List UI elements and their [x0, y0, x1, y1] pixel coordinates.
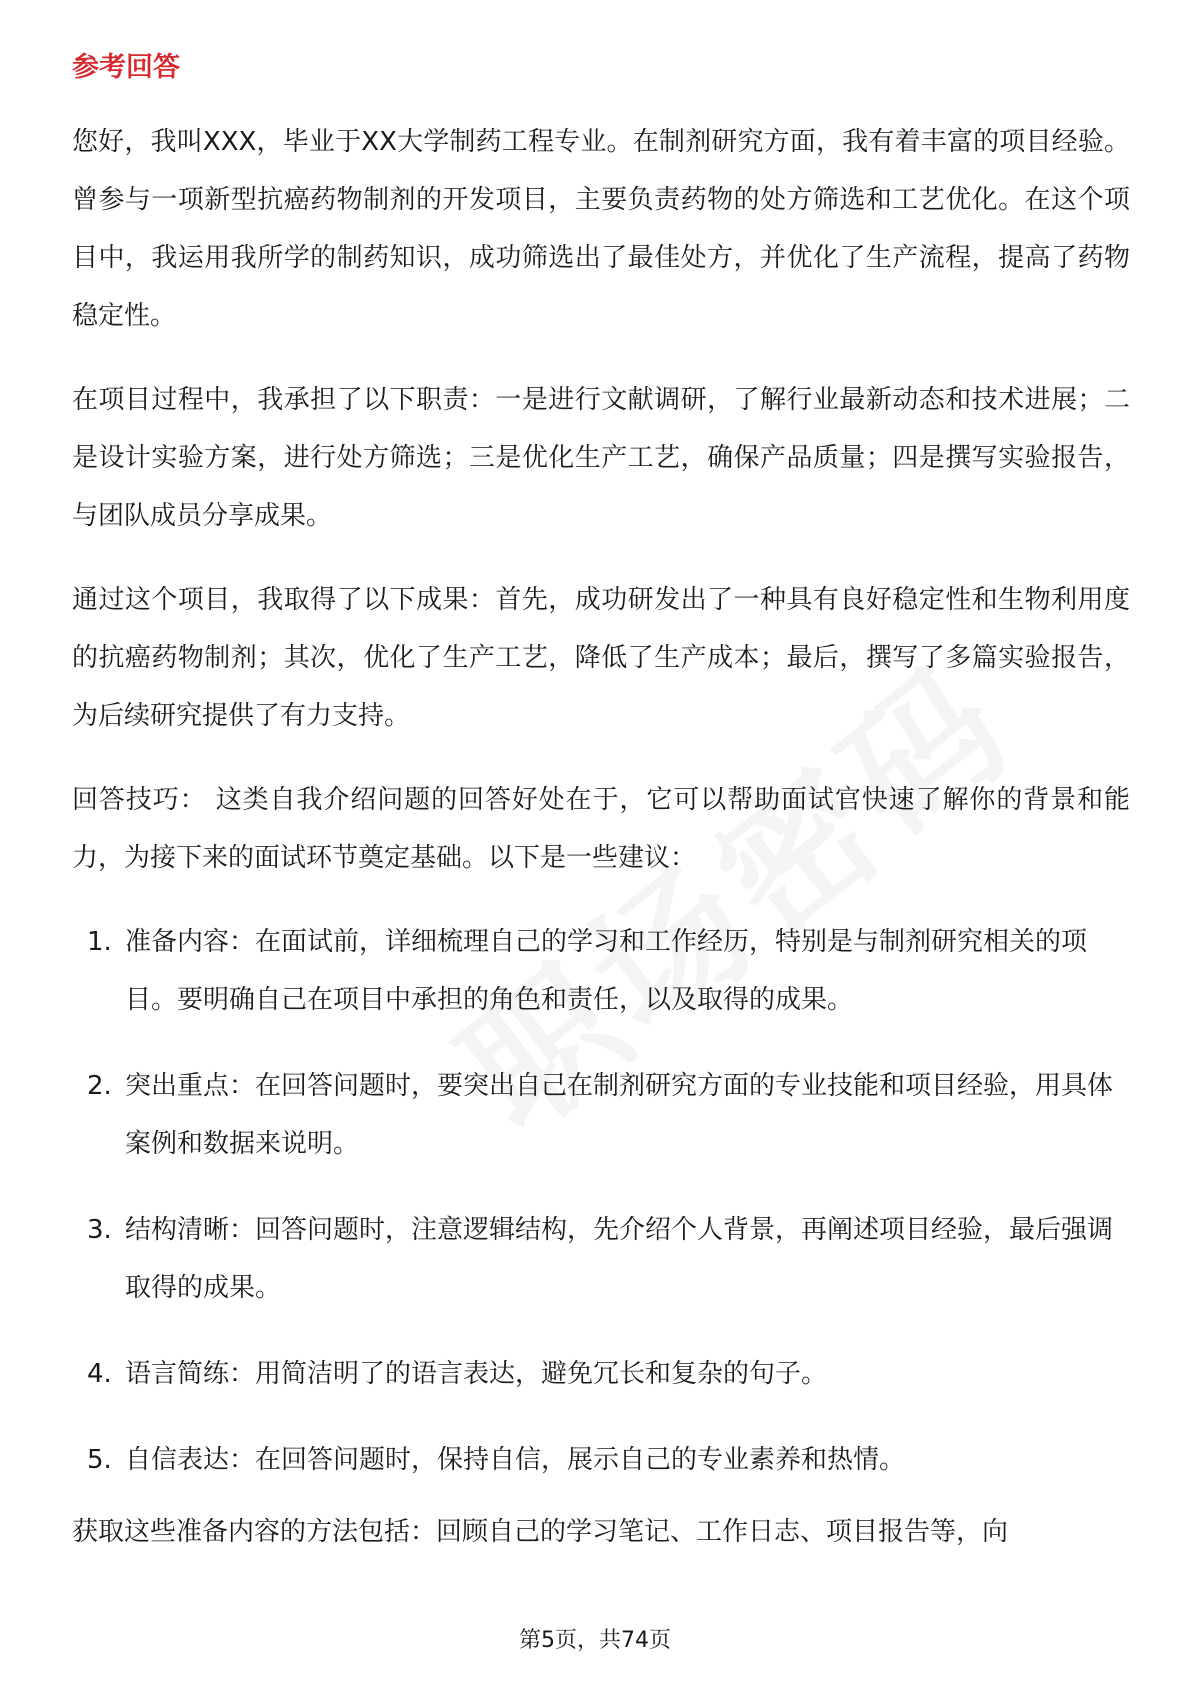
list-item-text: 语言简练：用简洁明了的语言表达，避免冗长和复杂的句子。 — [125, 1359, 828, 1389]
list-item-number: 3. — [87, 1215, 112, 1245]
page-footer: 第5页，共74页 — [519, 1628, 671, 1653]
list-item-text: 突出重点：在回答问题时，要突出自己在制剂研究方面的专业技能和项目经验，用具体案例和数据来说明。 — [125, 1071, 1114, 1159]
list-item-number: 2. — [87, 1071, 112, 1101]
paragraph-achievements: 通过这个项目，我取得了以下成果：首先，成功研发出了一种具有良好稳定性和生物利用度的抗癌药物制剂；其次，优化了生产工艺，降低了生产成本；最后，撰写了多篇实验报告，为后续研究提供了有力支持。 — [72, 585, 1130, 731]
tips-list — [72, 913, 1130, 1489]
list-item — [72, 1431, 1130, 1489]
list-item-number: 5. — [87, 1445, 112, 1475]
list-item — [72, 1057, 1130, 1173]
list-item-text: 结构清晰：回答问题时，注意逻辑结构，先介绍个人背景，再阐述项目经验，最后强调取得的成果。 — [125, 1215, 1114, 1303]
list-item-number: 1. — [87, 927, 112, 957]
paragraph-intro: 您好，我叫XXX，毕业于XX大学制药工程专业。在制剂研究方面，我有着丰富的项目经验。曾参与一项新型抗癌药物制剂的开发项目，主要负责药物的处方筛选和工艺优化。在这个项目中，我运用我所学的制药知识，成功筛选出了最佳处方，并优化了生产流程，提高了药物稳定性。 — [72, 127, 1130, 331]
list-item — [72, 1345, 1130, 1403]
list-item — [72, 1201, 1130, 1317]
list-item-text: 准备内容：在面试前，详细梳理自己的学习和工作经历，特别是与制剂研究相关的项目。要明确自己在项目中承担的角色和责任，以及取得的成果。 — [125, 927, 1088, 1015]
paragraph-closing: 获取这些准备内容的方法包括：回顾自己的学习笔记、工作日志、项目报告等，向 — [72, 1517, 1009, 1547]
document-body — [72, 48, 1130, 1561]
list-item — [72, 913, 1130, 1029]
list-item-text: 自信表达：在回答问题时，保持自信，展示自己的专业素养和热情。 — [125, 1445, 906, 1475]
paragraph-tips-intro: 回答技巧： 这类自我介绍问题的回答好处在于，它可以帮助面试官快速了解你的背景和能力，为接下来的面试环节奠定基础。以下是一些建议： — [72, 785, 1130, 873]
section-title: 参考回答 — [72, 52, 180, 83]
paragraph-responsibilities: 在项目过程中，我承担了以下职责：一是进行文献调研，了解行业最新动态和技术进展；二是设计实验方案，进行处方筛选；三是优化生产工艺，确保产品质量；四是撰写实验报告，与团队成员分享成果。 — [72, 385, 1130, 531]
list-item-number: 4. — [87, 1359, 112, 1389]
